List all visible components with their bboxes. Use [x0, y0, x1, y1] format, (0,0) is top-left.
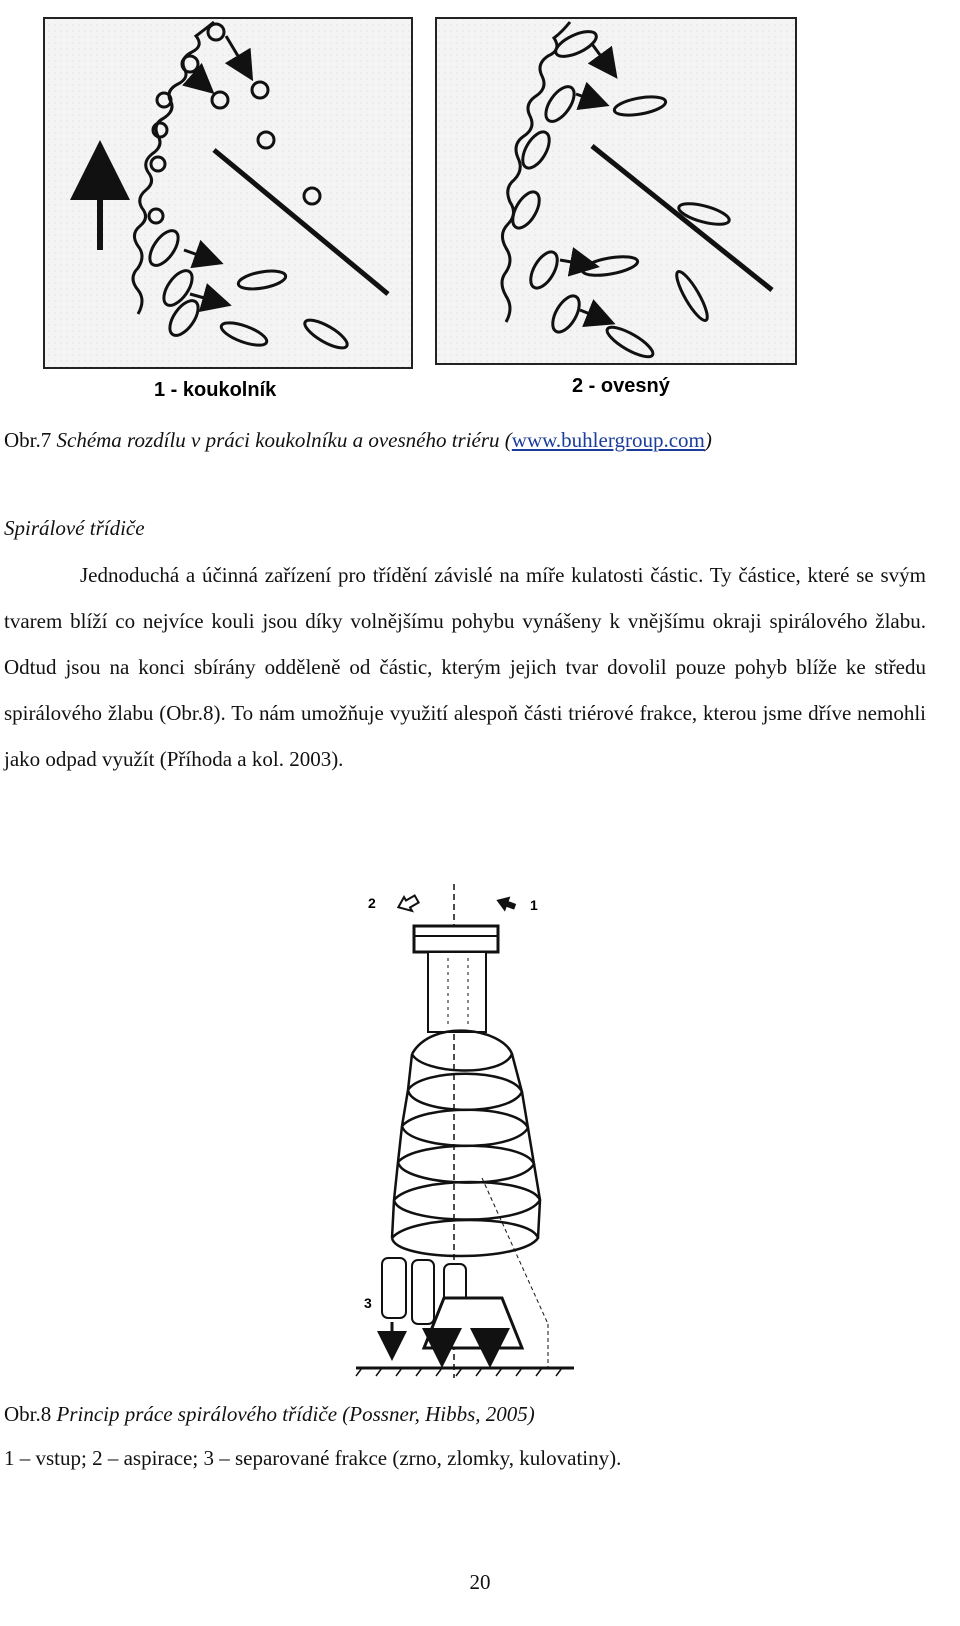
panel-koukolnik [44, 18, 412, 401]
label-aspirace: 2 [368, 895, 376, 911]
figure-8-spiral-separator [352, 878, 582, 1388]
page-number: 20 [469, 1570, 491, 1594]
caption-suffix: ) [704, 428, 712, 452]
body-paragraph [4, 552, 926, 782]
section-heading: Spirálové třídiče [4, 516, 145, 540]
figure-7-trier-schematic [4, 4, 960, 410]
label-vstup: 1 [530, 897, 538, 913]
figure-7-caption [4, 426, 712, 454]
figure-8-legend: 1 – vstup; 2 – aspirace; 3 – separované frakce (zrno, zlomky, kulovatiny). [4, 1446, 622, 1470]
caption-title: Schéma rozdílu v práci koukolníku a ovesného triéru ( [56, 428, 512, 452]
label-frakce: 3 [364, 1295, 372, 1311]
caption-prefix: Obr.8 [4, 1402, 52, 1426]
panel-ovesny [436, 18, 796, 397]
paragraph-text: Jednoduchá a účinná zařízení pro třídění závislé na míře kulatosti částic. Ty částice, které se svým tvarem blíží co nejvíce kouli jsou díky volnějšímu pohybu vynášeny k vnějšímu okraji spirálového žlabu. Odtud jsou na konci sbírány odděleně od částic, kterým jejich tvar dovolil pouze pohyb blíže ke středu spirálového žlabu (Obr.8). To nám umožňuje využití alespoň části triérové frakce, kterou jsme dříve nemohli jako odpad využít (Příhoda a kol. 2003). [4, 563, 926, 771]
panel-label-ovesny: 2 - ovesný [572, 375, 670, 397]
source-link[interactable]: www.buhlergroup.com [511, 428, 705, 452]
caption-title: Princip práce spirálového třídiče (Possner, Hibbs, 2005) [56, 1402, 535, 1426]
panel-label-koukolnik: 1 - koukolník [154, 379, 277, 401]
figure-8-caption [4, 1400, 535, 1428]
caption-prefix: Obr.7 [4, 428, 52, 452]
